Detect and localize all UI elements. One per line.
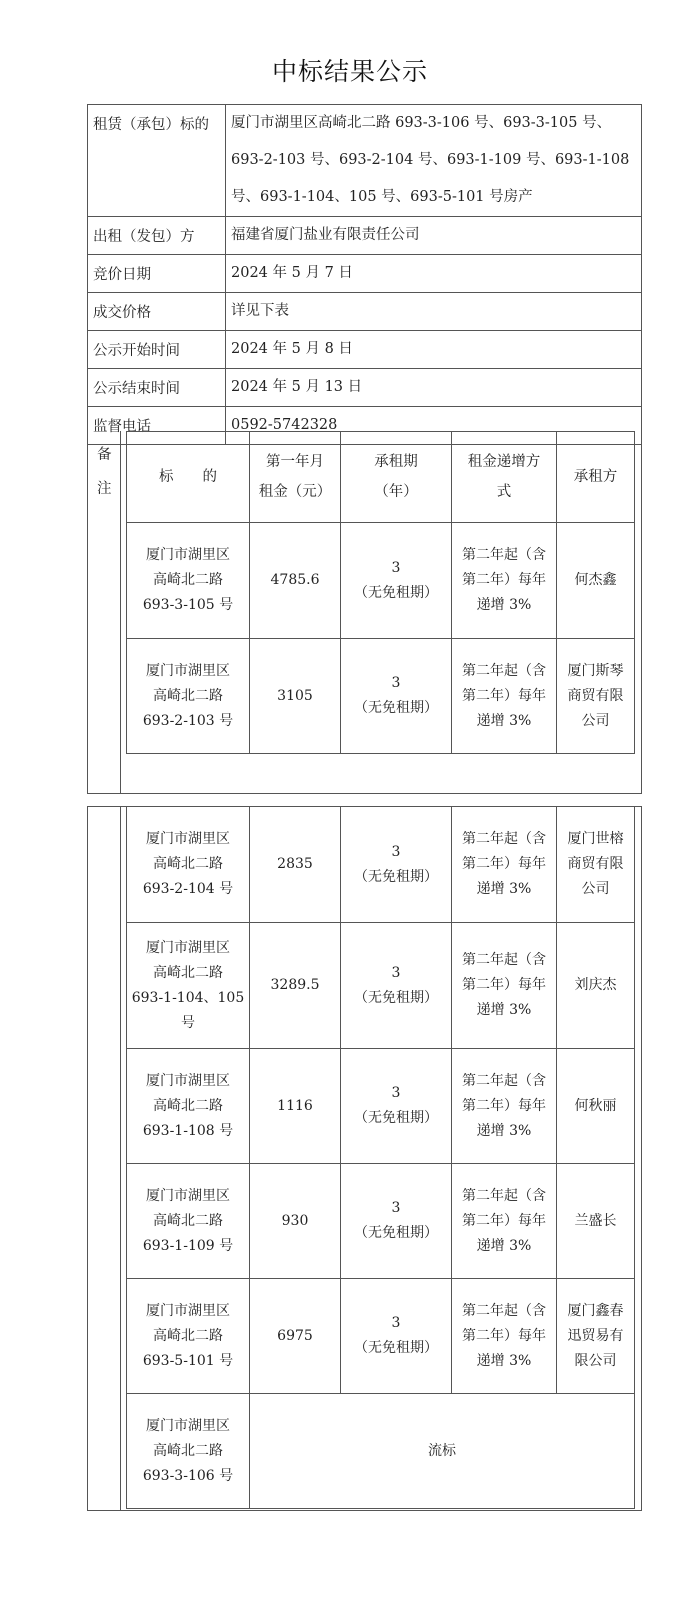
info-row	[88, 369, 642, 407]
info-value-bid-date: 2024 年 5 月 7 日	[226, 255, 642, 293]
info-value-start: 2024 年 5 月 8 日	[226, 331, 642, 369]
cell-tenant: 厦门鑫春 迅贸易有 限公司	[557, 1279, 635, 1394]
info-table	[87, 104, 642, 445]
info-row	[88, 331, 642, 369]
cell-term: 3 （无免租期）	[341, 807, 452, 923]
cell-rent: 3105	[250, 639, 341, 754]
cell-increase: 第二年起（含 第二年）每年 递增 3%	[452, 1164, 557, 1279]
cell-target: 厦门市湖里区 高崎北二路 693-1-108 号	[127, 1049, 250, 1164]
header-tenant: 承租方	[557, 432, 635, 523]
cell-rent: 4785.6	[250, 523, 341, 639]
page-title: 中标结果公示	[271, 57, 428, 86]
cell-tenant: 刘庆杰	[557, 923, 635, 1049]
info-row	[88, 293, 642, 331]
table-row	[127, 523, 635, 639]
remarks-char: 注	[97, 481, 112, 497]
cell-rent: 930	[250, 1164, 341, 1279]
remarks-char: 备	[97, 447, 112, 463]
table-row	[127, 807, 635, 923]
remarks-label-continued	[88, 807, 121, 1510]
header-term: 承租期 （年）	[341, 432, 452, 523]
cell-target: 厦门市湖里区 高崎北二路 693-1-109 号	[127, 1164, 250, 1279]
cell-increase: 第二年起（含 第二年）每年 递增 3%	[452, 1279, 557, 1394]
cell-rent: 6975	[250, 1279, 341, 1394]
cell-tenant: 厦门世榕 商贸有限 公司	[557, 807, 635, 923]
cell-rent: 1116	[250, 1049, 341, 1164]
cell-rent: 3289.5	[250, 923, 341, 1049]
cell-target: 厦门市湖里区 高崎北二路 693-3-105 号	[127, 523, 250, 639]
info-label-price: 成交价格	[88, 293, 226, 331]
info-value-price: 详见下表	[226, 293, 642, 331]
info-value-lessor: 福建省厦门盐业有限责任公司	[226, 217, 642, 255]
table-row	[127, 1049, 635, 1164]
info-label-bid-date: 竞价日期	[88, 255, 226, 293]
cell-term: 3 （无免租期）	[341, 639, 452, 754]
info-value-phone: 0592-5742328	[226, 407, 642, 445]
cell-target: 厦门市湖里区 高崎北二路 693-2-104 号	[127, 807, 250, 923]
cell-result: 流标	[250, 1394, 635, 1509]
info-label-lessor: 出租（发包）方	[88, 217, 226, 255]
table-row	[127, 923, 635, 1049]
header-rent: 第一年月 租金（元）	[250, 432, 341, 523]
header-target: 标 的	[127, 432, 250, 523]
cell-term: 3 （无免租期）	[341, 1049, 452, 1164]
info-label-end: 公示结束时间	[88, 369, 226, 407]
cell-target: 厦门市湖里区 高崎北二路 693-5-101 号	[127, 1279, 250, 1394]
result-table-part1	[126, 431, 635, 754]
table-row	[127, 1279, 635, 1394]
cell-target: 厦门市湖里区 高崎北二路 693-3-106 号	[127, 1394, 250, 1509]
info-row	[88, 217, 642, 255]
cell-term: 3 （无免租期）	[341, 1164, 452, 1279]
info-row	[88, 255, 642, 293]
cell-rent: 2835	[250, 807, 341, 923]
cell-target: 厦门市湖里区 高崎北二路 693-1-104、105 号	[127, 923, 250, 1049]
table-row	[127, 639, 635, 754]
info-label-start: 公示开始时间	[88, 331, 226, 369]
info-row	[88, 105, 642, 217]
table-header	[127, 432, 635, 523]
table-row	[127, 1164, 635, 1279]
cell-increase: 第二年起（含 第二年）每年 递增 3%	[452, 923, 557, 1049]
cell-term: 3 （无免租期）	[341, 523, 452, 639]
info-value-target: 厦门市湖里区高崎北二路 693-3-106 号、693-3-105 号、693-2-103 号、693-2-104 号、693-1-109 号、693-1-108 号、693-1-104、105 号、693-5-101 号房产	[226, 105, 642, 217]
header-increase: 租金递增方 式	[452, 432, 557, 523]
cell-increase: 第二年起（含 第二年）每年 递增 3%	[452, 1049, 557, 1164]
cell-increase: 第二年起（含 第二年）每年 递增 3%	[452, 639, 557, 754]
cell-term: 3 （无免租期）	[341, 1279, 452, 1394]
table-row-unsold	[127, 1394, 635, 1509]
info-value-end: 2024 年 5 月 13 日	[226, 369, 642, 407]
cell-target: 厦门市湖里区 高崎北二路 693-2-103 号	[127, 639, 250, 754]
info-label-target: 租赁（承包）标的	[88, 105, 226, 217]
cell-tenant: 厦门斯琴 商贸有限 公司	[557, 639, 635, 754]
cell-tenant: 兰盛长	[557, 1164, 635, 1279]
cell-tenant: 何秋丽	[557, 1049, 635, 1164]
result-table-part2	[126, 806, 635, 1509]
info-label-phone: 监督电话	[88, 407, 226, 445]
cell-increase: 第二年起（含 第二年）每年 递增 3%	[452, 807, 557, 923]
cell-term: 3 （无免租期）	[341, 923, 452, 1049]
remarks-label	[88, 431, 121, 793]
cell-increase: 第二年起（含 第二年）每年 递增 3%	[452, 523, 557, 639]
cell-tenant: 何杰鑫	[557, 523, 635, 639]
